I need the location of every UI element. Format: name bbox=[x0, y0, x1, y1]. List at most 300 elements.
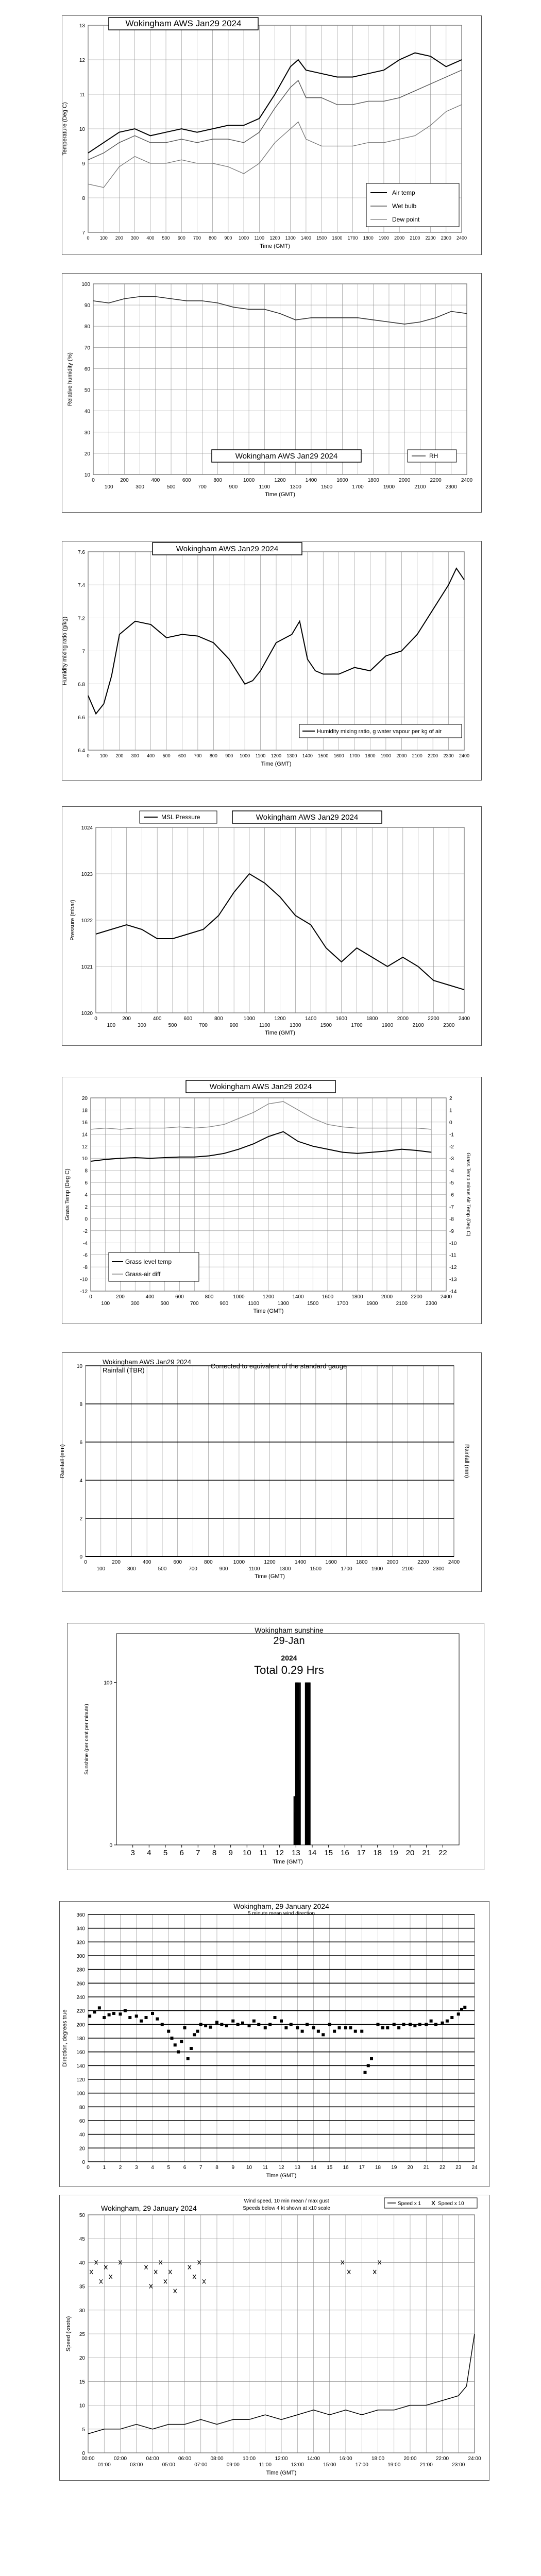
x-tick-label: 100 bbox=[107, 1023, 116, 1028]
x-tick-label: 2400 bbox=[456, 235, 467, 241]
y2-tick-label: -1 bbox=[449, 1132, 454, 1138]
wind-direction-point bbox=[241, 2022, 244, 2025]
x-tick-label: 1600 bbox=[325, 1560, 337, 1565]
y-tick-label: 8 bbox=[82, 196, 85, 201]
x-tick-label: 1700 bbox=[341, 1566, 352, 1572]
y-tick-label: 0 bbox=[79, 1554, 82, 1560]
x-tick-label: 300 bbox=[130, 1301, 140, 1307]
x-tick-label: 23:00 bbox=[452, 2462, 465, 2468]
y-tick-label: 25 bbox=[79, 2332, 85, 2337]
wind-direction-point bbox=[301, 2030, 304, 2033]
y-tick-label: 30 bbox=[84, 430, 90, 436]
y-tick-label: 15 bbox=[79, 2379, 85, 2385]
wind-direction-point bbox=[338, 2026, 341, 2029]
y2-tick-label: -12 bbox=[449, 1265, 457, 1271]
x-tick-label: 16:00 bbox=[339, 2456, 352, 2462]
x-tick-label: 1300 bbox=[286, 753, 297, 758]
x-tick-label: 0 bbox=[87, 753, 90, 758]
x-tick-label: 400 bbox=[147, 753, 155, 758]
wind-direction-point bbox=[140, 2020, 143, 2023]
mixing-ratio-chart bbox=[62, 541, 481, 780]
legend-label: Humidity mixing ratio, g water vapour per kg of air bbox=[317, 728, 442, 735]
x-tick-label: 600 bbox=[177, 235, 185, 241]
y-tick-label: 20 bbox=[79, 2355, 85, 2362]
x-tick-label: 08:00 bbox=[210, 2456, 224, 2462]
wind-direction-point bbox=[284, 2026, 288, 2029]
x-tick-label: 1200 bbox=[270, 753, 282, 758]
x-tick-label: 1300 bbox=[290, 484, 301, 490]
x-tick-label: 6 bbox=[179, 1849, 184, 1857]
x-tick-label: 11:00 bbox=[259, 2462, 272, 2468]
x-tick-label: 17:00 bbox=[355, 2462, 368, 2468]
x-axis-label: Time (GMT) bbox=[266, 2173, 297, 2179]
wind-direction-point bbox=[434, 2023, 437, 2026]
x-tick-label: 21:00 bbox=[419, 2462, 433, 2468]
x-tick-label: 500 bbox=[162, 753, 171, 758]
wind-direction-point bbox=[248, 2024, 251, 2027]
wind-direction-point bbox=[393, 2023, 396, 2026]
x-tick-label: 600 bbox=[173, 1560, 182, 1565]
sunshine-chart-panel bbox=[67, 1623, 484, 1870]
x-tick-label: 1700 bbox=[336, 1301, 348, 1307]
wind-direction-point bbox=[193, 2033, 196, 2036]
wind-direction-point bbox=[199, 2023, 202, 2026]
x-tick-label: 300 bbox=[136, 484, 144, 490]
x-tick-label: 18:00 bbox=[371, 2456, 385, 2462]
wind-direction-point bbox=[161, 2023, 164, 2026]
x-tick-label: 2000 bbox=[386, 1560, 398, 1565]
x-tick-label: 400 bbox=[151, 478, 160, 483]
y-tick-label: 7.2 bbox=[78, 616, 85, 622]
wind-direction-point bbox=[413, 2024, 416, 2027]
x-tick-label: 7 bbox=[196, 1849, 200, 1857]
wind-direction-point bbox=[280, 2020, 283, 2023]
y-tick-label: 7.6 bbox=[78, 550, 85, 555]
y-tick-label: 13 bbox=[79, 23, 85, 29]
x-tick-label: 09:00 bbox=[226, 2462, 240, 2468]
y2-tick-label: -7 bbox=[449, 1204, 454, 1210]
y-tick-label: 280 bbox=[76, 1967, 85, 1973]
x-tick-label: 23 bbox=[455, 2165, 462, 2171]
x-tick-label: 2400 bbox=[459, 753, 470, 758]
x-tick-label: 100 bbox=[104, 484, 113, 490]
x-tick-label: 05:00 bbox=[162, 2462, 175, 2468]
x-tick-label: 1000 bbox=[233, 1294, 245, 1300]
x-tick-label: 2300 bbox=[445, 484, 457, 490]
chart-note: Speeds below 4 kt shown at x10 scale bbox=[243, 2206, 330, 2211]
y-tick-label: 1024 bbox=[81, 825, 93, 831]
x-tick-label: 0 bbox=[84, 1560, 87, 1565]
x-tick-label: 2300 bbox=[426, 1301, 437, 1307]
y-tick-label: 8 bbox=[84, 1168, 88, 1174]
x-tick-label: 400 bbox=[153, 1016, 162, 1022]
wind-direction-point bbox=[264, 2026, 267, 2029]
x-axis-label: Time (GMT) bbox=[260, 243, 290, 249]
x-tick-label: 0 bbox=[94, 1016, 97, 1022]
y-axis-label: Sunshine (per cent per minute) bbox=[84, 1704, 90, 1775]
y-tick-label: 7 bbox=[82, 230, 85, 236]
x-tick-label: 1000 bbox=[239, 235, 249, 241]
x-tick-label: 2100 bbox=[412, 1023, 424, 1028]
x-tick-label: 0 bbox=[92, 478, 95, 483]
wind-direction-chart bbox=[60, 1902, 489, 2187]
y-tick-label: 18 bbox=[81, 1108, 88, 1114]
x-tick-label: 21 bbox=[422, 1849, 431, 1857]
x-tick-label: 19:00 bbox=[387, 2462, 401, 2468]
x-tick-label: 700 bbox=[194, 753, 202, 758]
y-axis-label: Temperature (Deg C) bbox=[62, 102, 68, 156]
wind-direction-point bbox=[296, 2026, 299, 2029]
x-tick-label: 900 bbox=[219, 1566, 228, 1572]
y-tick-label: 40 bbox=[79, 2260, 85, 2266]
x-tick-label: 2400 bbox=[448, 1560, 460, 1565]
x-tick-label: 20:00 bbox=[403, 2456, 417, 2462]
y-tick-label: -4 bbox=[83, 1241, 88, 1247]
x-tick-label: 1400 bbox=[302, 753, 313, 758]
mixing-ratio-chart-panel bbox=[62, 541, 482, 781]
x-tick-label: 13 bbox=[291, 1849, 300, 1857]
x-tick-label: 2 bbox=[119, 2165, 122, 2171]
wind-direction-point bbox=[145, 2016, 148, 2019]
chart-total-label: Total 0.29 Hrs bbox=[254, 1664, 324, 1676]
y-tick-label: 0 bbox=[82, 2451, 85, 2456]
x-tick-label: 500 bbox=[160, 1301, 170, 1307]
x-tick-label: 1100 bbox=[259, 484, 270, 490]
x-tick-label: 1500 bbox=[316, 235, 327, 241]
wind-direction-point bbox=[349, 2026, 352, 2029]
x-tick-label: 2400 bbox=[458, 1016, 470, 1022]
x-tick-label: 200 bbox=[122, 1016, 131, 1022]
chart-title: Wokingham AWS Jan29 2024 bbox=[125, 19, 242, 28]
wind-direction-point bbox=[167, 2030, 170, 2033]
x-tick-label: 8 bbox=[215, 2165, 218, 2171]
chart-title: Wokingham, 29 January 2024 bbox=[101, 2204, 197, 2212]
wind-direction-point bbox=[88, 2014, 91, 2018]
y-tick-label: 4 bbox=[79, 1478, 82, 1484]
wind-direction-point bbox=[441, 2022, 444, 2025]
y-axis-label: Direction, degrees true bbox=[62, 2009, 68, 2067]
x-axis-label: Time (GMT) bbox=[266, 2470, 297, 2476]
y-tick-label: 2 bbox=[84, 1204, 88, 1210]
y-tick-label: 6 bbox=[79, 1440, 82, 1446]
chart-title: Wokingham AWS Jan29 2024 bbox=[176, 545, 279, 553]
y-tick-label: 0 bbox=[109, 1843, 112, 1849]
y-axis-label: Pressure (mbar) bbox=[70, 900, 76, 941]
y-tick-label: 160 bbox=[76, 2049, 85, 2056]
x-tick-label: 700 bbox=[190, 1301, 199, 1307]
x-tick-label: 900 bbox=[229, 484, 238, 490]
x-tick-label: 1100 bbox=[254, 235, 264, 241]
x-tick-label: 21 bbox=[423, 2165, 429, 2171]
y2-tick-label: 1 bbox=[449, 1108, 452, 1114]
x-tick-label: 1600 bbox=[333, 753, 344, 758]
legend-label: RH bbox=[429, 452, 438, 460]
wind-direction-chart-panel bbox=[59, 1901, 489, 2187]
x-tick-label: 1000 bbox=[233, 1560, 245, 1565]
y-tick-label: 50 bbox=[79, 2213, 85, 2218]
x-tick-label: 9 bbox=[231, 2165, 235, 2171]
x-tick-label: 4 bbox=[151, 2165, 154, 2171]
wind-direction-point bbox=[446, 2020, 449, 2023]
x-tick-label: 800 bbox=[214, 1016, 223, 1022]
x-tick-label: 1600 bbox=[322, 1294, 334, 1300]
y-tick-label: 140 bbox=[76, 2063, 85, 2070]
x-tick-label: 500 bbox=[158, 1566, 167, 1572]
x-tick-label: 1600 bbox=[332, 235, 343, 241]
wind-speed-chart bbox=[60, 2195, 489, 2480]
chart-note: Corrected to equivalent of the standard gauge bbox=[210, 1362, 347, 1370]
x-tick-label: 700 bbox=[189, 1566, 197, 1572]
y2-tick-label: -10 bbox=[449, 1241, 457, 1247]
y2-tick-label: -11 bbox=[449, 1252, 457, 1259]
x-axis-label: Time (GMT) bbox=[261, 761, 292, 767]
wind-direction-point bbox=[93, 2010, 96, 2013]
wind-direction-point bbox=[190, 2047, 193, 2050]
x-tick-label: 2000 bbox=[399, 478, 411, 483]
wind-direction-point bbox=[257, 2023, 260, 2026]
x-tick-label: 15 bbox=[324, 1849, 333, 1857]
y2-tick-label: -6 bbox=[449, 1192, 454, 1198]
y-tick-label: 180 bbox=[76, 2036, 85, 2042]
y-tick-label: 16 bbox=[81, 1120, 88, 1126]
x-tick-label: 1200 bbox=[262, 1294, 275, 1300]
chart-title: Wokingham sunshine bbox=[255, 1626, 324, 1634]
y-tick-label: 40 bbox=[84, 409, 90, 415]
x-tick-label: 800 bbox=[213, 478, 223, 483]
x-tick-label: 02:00 bbox=[113, 2456, 127, 2462]
x-tick-label: 1400 bbox=[305, 478, 317, 483]
x-tick-label: 200 bbox=[112, 1560, 121, 1565]
x-tick-label: 17 bbox=[359, 2165, 365, 2171]
x-tick-label: 1400 bbox=[305, 1016, 317, 1022]
x-tick-label: 12 bbox=[278, 2165, 284, 2171]
wind-direction-point bbox=[457, 2012, 460, 2015]
wind-direction-point bbox=[252, 2020, 256, 2023]
x-tick-label: 2100 bbox=[412, 753, 422, 758]
chart-subtitle: 5 minute mean wind direction bbox=[247, 1911, 315, 1917]
x-tick-label: 1300 bbox=[277, 1301, 289, 1307]
wind-direction-point bbox=[354, 2030, 357, 2033]
x-tick-label: 2200 bbox=[411, 1294, 422, 1300]
wind-speed-chart-panel bbox=[59, 2195, 489, 2481]
x-tick-label: 17 bbox=[357, 1849, 366, 1857]
grass-temp-chart bbox=[62, 1077, 481, 1324]
y2-tick-label: 0 bbox=[449, 1120, 452, 1126]
y-tick-label: 20 bbox=[79, 2146, 85, 2152]
legend-label: MSL Pressure bbox=[161, 814, 200, 821]
x-tick-label: 1500 bbox=[321, 484, 333, 490]
wind-direction-point bbox=[174, 2043, 177, 2046]
chart-title: Wokingham AWS Jan29 2024 bbox=[235, 452, 338, 461]
x-tick-label: 200 bbox=[120, 478, 129, 483]
x-tick-label: 1900 bbox=[366, 1301, 378, 1307]
y-tick-label: 1023 bbox=[81, 872, 93, 877]
legend-label: Air temp bbox=[392, 189, 415, 196]
x-tick-label: 1300 bbox=[279, 1566, 291, 1572]
y-tick-label: 6.6 bbox=[78, 715, 85, 721]
x-tick-label: 2000 bbox=[397, 1016, 409, 1022]
y-tick-label: 11 bbox=[79, 92, 85, 98]
x-axis-label: Time (GMT) bbox=[265, 1030, 295, 1036]
rainfall-chart-panel bbox=[59, 1352, 482, 1592]
wind-direction-point bbox=[377, 2023, 380, 2026]
y-tick-label: 360 bbox=[76, 1912, 85, 1918]
y-tick-label: -8 bbox=[83, 1265, 88, 1271]
x-tick-label: 1800 bbox=[363, 235, 374, 241]
x-tick-label: 1100 bbox=[255, 753, 266, 758]
x-tick-label: 1900 bbox=[380, 753, 391, 758]
wind-direction-point bbox=[135, 2014, 138, 2018]
y-axis-label: Relative humidity (%) bbox=[67, 352, 73, 406]
x-tick-label: 1100 bbox=[248, 1301, 260, 1307]
x-tick-label: 2200 bbox=[417, 1560, 429, 1565]
wind-direction-point bbox=[328, 2023, 331, 2026]
wind-direction-point bbox=[402, 2023, 405, 2026]
humidity-chart bbox=[62, 274, 481, 512]
y2-tick-label: -5 bbox=[449, 1180, 454, 1187]
wind-direction-point bbox=[156, 2018, 159, 2021]
x-tick-label: 12 bbox=[275, 1849, 284, 1857]
x-tick-label: 4 bbox=[147, 1849, 151, 1857]
x-tick-label: 13 bbox=[294, 2165, 300, 2171]
x-tick-label: 1100 bbox=[248, 1566, 260, 1572]
x-axis-label: Time (GMT) bbox=[273, 1859, 303, 1865]
y-tick-label: 4 bbox=[84, 1192, 88, 1198]
x-tick-label: 22 bbox=[439, 2165, 446, 2171]
x-tick-label: 1200 bbox=[269, 235, 280, 241]
chart-title: Wokingham AWS Jan29 2024 bbox=[256, 813, 359, 822]
x-tick-label: 900 bbox=[225, 753, 233, 758]
y-tick-label: 6 bbox=[84, 1180, 88, 1187]
wind-direction-point bbox=[124, 2009, 127, 2012]
y-tick-label: 12 bbox=[79, 58, 85, 63]
wind-direction-point bbox=[209, 2026, 212, 2029]
y-tick-label: 340 bbox=[76, 1926, 85, 1932]
x-tick-label: 1900 bbox=[381, 1023, 394, 1028]
x-tick-label: 2300 bbox=[441, 235, 451, 241]
x-tick-label: 1700 bbox=[347, 235, 358, 241]
pressure-chart bbox=[62, 807, 481, 1045]
x-tick-label: 900 bbox=[229, 1023, 239, 1028]
x-tick-label: 06:00 bbox=[178, 2456, 192, 2462]
x-tick-label: 800 bbox=[209, 235, 217, 241]
x-tick-label: 400 bbox=[142, 1560, 151, 1565]
y-tick-label: 60 bbox=[84, 366, 90, 372]
y-tick-label: 40 bbox=[79, 2132, 85, 2138]
x-tick-label: 03:00 bbox=[130, 2462, 143, 2468]
x-tick-label: 100 bbox=[99, 753, 108, 758]
x-tick-label: 1 bbox=[103, 2165, 106, 2171]
x-tick-label: 600 bbox=[182, 478, 191, 483]
x-tick-label: 1400 bbox=[300, 235, 311, 241]
legend-label: Dew point bbox=[392, 216, 420, 223]
wind-direction-point bbox=[98, 2006, 101, 2009]
x-tick-label: 200 bbox=[115, 235, 123, 241]
wind-direction-point bbox=[333, 2030, 336, 2033]
x-tick-label: 1600 bbox=[336, 478, 348, 483]
y-tick-label: 320 bbox=[76, 1940, 85, 1946]
y-tick-label: 100 bbox=[104, 1680, 112, 1686]
y-tick-label: 1021 bbox=[81, 964, 93, 970]
x-tick-label: 07:00 bbox=[194, 2462, 208, 2468]
x-tick-label: 200 bbox=[115, 753, 124, 758]
wind-direction-point bbox=[112, 2012, 115, 2015]
y-tick-label: 0 bbox=[84, 1216, 88, 1223]
x-tick-label: 1700 bbox=[351, 1023, 363, 1028]
x-tick-label: 1000 bbox=[243, 478, 255, 483]
y2-axis-label: Grass Temp minus Air Temp (Deg C) bbox=[465, 1153, 471, 1236]
y-tick-label: 60 bbox=[79, 2119, 85, 2124]
x-tick-label: 1800 bbox=[356, 1560, 368, 1565]
y2-tick-label: -4 bbox=[449, 1168, 454, 1174]
x-tick-label: 13:00 bbox=[291, 2462, 304, 2468]
wind-direction-point bbox=[397, 2026, 400, 2029]
x-tick-label: 2400 bbox=[440, 1294, 452, 1300]
wind-direction-point bbox=[183, 2026, 187, 2029]
x-tick-label: 1400 bbox=[294, 1560, 307, 1565]
wind-direction-point bbox=[367, 2064, 370, 2067]
x-tick-label: 1500 bbox=[310, 1566, 322, 1572]
x-tick-label: 24 bbox=[471, 2165, 478, 2171]
chart-subtitle: Rainfall (TBR) bbox=[103, 1366, 145, 1374]
y-axis-label: Humidity mixing ratio (g/kg) bbox=[62, 616, 68, 686]
chart-title: Wokingham AWS Jan29 2024 bbox=[103, 1358, 191, 1366]
wind-direction-point bbox=[312, 2026, 315, 2029]
x-tick-label: 14:00 bbox=[307, 2456, 320, 2462]
x-tick-label: 1900 bbox=[383, 484, 395, 490]
x-tick-label: 16 bbox=[343, 2165, 349, 2171]
y-tick-label: 45 bbox=[79, 2236, 85, 2243]
sunshine-chart bbox=[67, 1623, 484, 1870]
x-tick-label: 600 bbox=[175, 1294, 184, 1300]
x-tick-label: 700 bbox=[199, 1023, 208, 1028]
x-tick-label: 900 bbox=[219, 1301, 229, 1307]
y2-tick-label: -13 bbox=[449, 1277, 457, 1283]
x-axis-label: Time (GMT) bbox=[265, 492, 295, 498]
wind-direction-point bbox=[460, 2008, 463, 2011]
x-tick-label: 400 bbox=[145, 1294, 155, 1300]
x-tick-label: 1500 bbox=[320, 1023, 332, 1028]
x-tick-label: 100 bbox=[96, 1566, 106, 1572]
x-tick-label: 1900 bbox=[371, 1566, 383, 1572]
y2-tick-label: -8 bbox=[449, 1216, 454, 1223]
x-tick-label: 5 bbox=[167, 2165, 171, 2171]
y-tick-label: 8 bbox=[79, 1402, 82, 1408]
temperature-chart bbox=[62, 16, 481, 255]
wind-direction-point bbox=[103, 2016, 106, 2019]
x-tick-label: 20 bbox=[407, 2165, 413, 2171]
wind-direction-point bbox=[231, 2020, 234, 2023]
y-tick-label: 70 bbox=[84, 345, 90, 351]
x-tick-label: 1200 bbox=[274, 478, 286, 483]
wind-direction-point bbox=[196, 2030, 199, 2033]
x-tick-label: 600 bbox=[183, 1016, 193, 1022]
x-tick-label: 100 bbox=[99, 235, 108, 241]
y-tick-label: 100 bbox=[76, 2091, 85, 2097]
wind-direction-point bbox=[306, 2023, 309, 2026]
y-tick-label: 300 bbox=[76, 1954, 85, 1959]
x-tick-label: 1800 bbox=[365, 753, 376, 758]
x-tick-label: 24:00 bbox=[468, 2456, 481, 2462]
temperature-chart-panel bbox=[62, 15, 482, 255]
x-tick-label: 1800 bbox=[367, 478, 379, 483]
y2-tick-label: -3 bbox=[449, 1156, 454, 1162]
x-tick-label: 1300 bbox=[290, 1023, 301, 1028]
legend-label: Wet bulb bbox=[392, 202, 417, 210]
x-tick-label: 19 bbox=[391, 2165, 397, 2171]
wind-direction-point bbox=[268, 2023, 272, 2026]
wind-direction-point bbox=[370, 2057, 373, 2060]
